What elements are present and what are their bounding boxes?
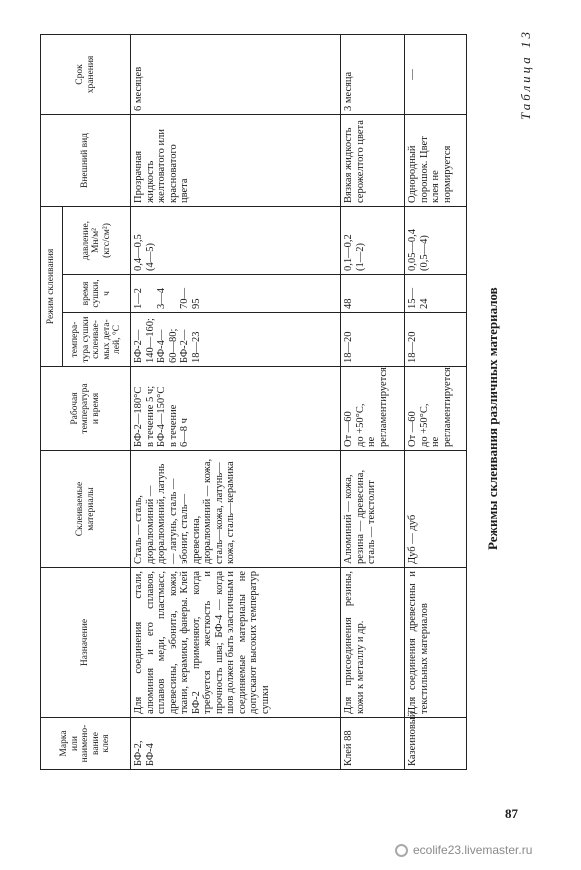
cell-dry-temp: БФ-2— 140—160; БФ-4— 60—80; БФ-2— 18—23 xyxy=(131,313,341,367)
header-dry-temp: темпера- тура сушки склеивае- мых дета- лей, °С xyxy=(63,313,131,367)
cell-materials: Дуб — дуб xyxy=(405,451,467,568)
watermark-text: ecolife23.livemaster.ru xyxy=(413,843,533,857)
cell-appearance: Однородный порошок. Цвет клея не нормируется xyxy=(405,115,467,207)
table-label: Таблица 13 xyxy=(518,28,533,120)
cell-storage: 3 месяца xyxy=(341,35,405,115)
cell-dry-time: 15—24 xyxy=(405,275,467,313)
cell-dry-temp: 18—20 xyxy=(341,313,405,367)
cell-storage: 6 месяцев xyxy=(131,35,341,115)
header-mode: Режим склеивания xyxy=(41,207,63,367)
page-number: 87 xyxy=(505,806,518,821)
cell-work-temp: От —60 до +50°С, не регламентируется xyxy=(405,367,467,451)
cell-brand: Казеиновый xyxy=(405,718,467,770)
livemaster-logo-icon xyxy=(395,844,408,857)
cell-materials: Сталь — сталь, дюралюминий — дюралюминий, латунь — латунь, сталь — эбонит, сталь—древесина, дюралюминий — кожа, сталь—кожа, латунь—кожа, сталь—керамика xyxy=(131,451,341,568)
table-row xyxy=(341,35,405,770)
cell-brand: Клей 88 xyxy=(341,718,405,770)
header-work-temp: Рабочая температура и время xyxy=(41,367,131,451)
header-pressure: давление, Мн/м² (кгс/см²) xyxy=(63,207,131,275)
cell-dry-time: 48 xyxy=(341,275,405,313)
table-row xyxy=(405,35,467,770)
cell-dry-time: 1—2 3—4 70—95 xyxy=(131,275,341,313)
cell-materials: Алюминий — кожа, резина — древесина, сталь — текстолит xyxy=(341,451,405,568)
cell-pressure: 0,1—0,2 (1—2) xyxy=(341,207,405,275)
header-materials: Склеиваемые материалы xyxy=(41,451,131,568)
table-row xyxy=(131,35,341,770)
cell-appearance: Прозрачная жидкость желтоватого или красноватого цвета xyxy=(131,115,341,207)
header-storage: Срок хранения xyxy=(41,35,131,115)
cell-pressure: 0,4—0,5 (4—5) xyxy=(131,207,341,275)
table-title: Режимы склеивания различных материалов xyxy=(485,287,500,550)
header-brand: Марка или наимено- вание клея xyxy=(41,718,131,770)
rotated-page xyxy=(20,10,580,770)
cell-appearance: Вязкая жидкость серожелтого цвета xyxy=(341,115,405,207)
header-dry-time: время сушки, ч xyxy=(63,275,131,313)
cell-work-temp: БФ-2—180°С в течение 5 ч; БФ-4—150°С в течение 6—8 ч xyxy=(131,367,341,451)
cell-purpose: Для соединения древесины и текстильных материалов xyxy=(405,568,467,718)
cell-purpose: Для соединения стали, алюминия и его сплавов, сплавов меди, пластмасс, древесины, эбонита, кожи, ткани, керамики, фанеры. Клей БФ-2 применяют, когда требуется жесткость и прочность шва; БФ-4 — когда шов должен быть эластичным и соединяемые материалы не допускают высоких температур сушки xyxy=(131,568,341,718)
cell-storage: — xyxy=(405,35,467,115)
cell-work-temp: От —60 до +50°С, не регламентируется xyxy=(341,367,405,451)
cell-dry-temp: 18—20 xyxy=(405,313,467,367)
cell-brand: БФ-2, БФ-4 xyxy=(131,718,341,770)
watermark xyxy=(395,843,532,857)
cell-purpose: Для присоединения резины, кожи к металлу и др. xyxy=(341,568,405,718)
header-purpose: Назначение xyxy=(41,568,131,718)
adhesive-table xyxy=(40,34,467,770)
cell-pressure: 0,05—0,4 (0,5—4) xyxy=(405,207,467,275)
header-appearance: Внешний вид xyxy=(41,115,131,207)
